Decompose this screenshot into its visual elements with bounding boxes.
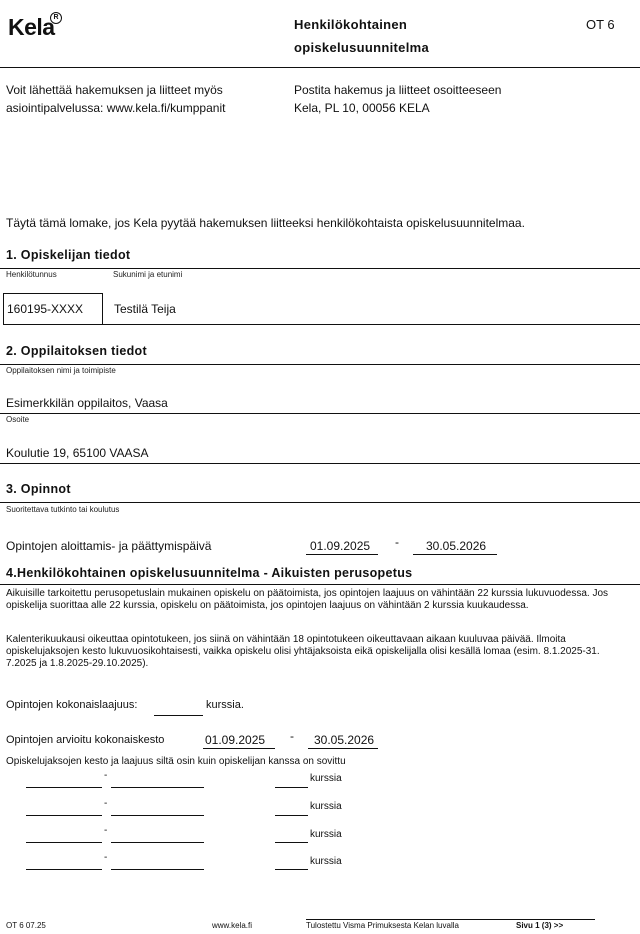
footer-website: www.kela.fi: [212, 921, 253, 930]
degree-label[interactable]: Suoritettava tutkinto tai koulutus: [6, 505, 120, 514]
period-3-end-field[interactable]: [111, 842, 204, 843]
id-label: Henkilötunnus: [6, 270, 57, 279]
total-scope-field[interactable]: [154, 715, 203, 716]
info-left-line2: asiointipalvelussa: www.kela.fi/kumppanit: [6, 101, 226, 115]
footer-form-code: OT 6 07.25: [6, 921, 46, 930]
section2-top-line: [0, 364, 640, 365]
info-right-line1: Postita hakemus ja liitteet osoitteeseen: [294, 83, 502, 97]
period-3-unit: kurssia: [310, 829, 342, 840]
section4-top-line: [0, 584, 640, 585]
id-box-right: [102, 293, 103, 324]
duration-start-underline: [203, 748, 275, 749]
period-2-end-field[interactable]: [111, 815, 204, 816]
period-2-dash: -: [104, 798, 108, 809]
period-4-end-field[interactable]: [111, 869, 204, 870]
intro-text: Täytä tämä lomake, jos Kela pyytää hakemuksen liitteeksi henkilökohtaista opiskelusuunnitelmaa.: [6, 216, 525, 230]
start-date-underline: [306, 554, 378, 555]
period-2-start-field[interactable]: [26, 815, 102, 816]
school-label: Oppilaitoksen nimi ja toimipiste: [6, 366, 116, 375]
end-date-field[interactable]: 30.05.2026: [426, 539, 487, 553]
section4-paragraph1: Aikuisille tarkoitettu perusopetuslain mukainen opiskelu on päätoimista, jos opintojen laajuus on vähintään 22 kurssia lukuvuodessa. Jos opiskelija suorittaa alle 22 kurssia, opiskelu on päätoimista, jos opintojen laajuus on vähintään 2 kurssia kuukaudessa.: [6, 588, 609, 611]
start-date-field[interactable]: 01.09.2025: [310, 539, 371, 553]
form-title-line2: opiskelusuunnitelma: [294, 40, 430, 55]
section2-title: 2. Oppilaitoksen tiedot: [6, 344, 147, 358]
school-line: [0, 413, 640, 414]
footer-line: [306, 919, 595, 920]
section1-title: 1. Opiskelijan tiedot: [6, 248, 131, 262]
id-box-left: [3, 293, 4, 324]
period-3-start-field[interactable]: [26, 842, 102, 843]
section3-top-line: [0, 502, 640, 503]
period-1-end-field[interactable]: [111, 787, 204, 788]
period-4-start-field[interactable]: [26, 869, 102, 870]
id-field[interactable]: 160195-XXXX: [7, 302, 84, 316]
address-line: [0, 463, 640, 464]
info-left-line1: Voit lähettää hakemuksen ja liitteet myös: [6, 83, 223, 97]
duration-start-field[interactable]: 01.09.2025: [205, 733, 266, 747]
total-scope-label: Opintojen kokonaislaajuus:: [6, 699, 138, 711]
period-4-courses-field[interactable]: [275, 869, 308, 870]
section3-title: 3. Opinnot: [6, 482, 71, 496]
header-divider: [0, 67, 640, 68]
section1-bottom-line: [3, 324, 640, 325]
end-date-underline: [413, 554, 497, 555]
duration-label: Opintojen arvioitu kokonaiskesto: [6, 734, 165, 746]
period-3-courses-field[interactable]: [275, 842, 308, 843]
footer-page-number[interactable]: Sivu 1 (3) >>: [516, 921, 564, 930]
footer-printed-note: Tulostettu Visma Primuksesta Kelan luvalla: [306, 921, 459, 930]
period-3-dash: -: [104, 825, 108, 836]
duration-end-field[interactable]: 30.05.2026: [314, 733, 375, 747]
kela-logo-mark-icon: R: [50, 12, 62, 24]
form-title-line1: Henkilökohtainen: [294, 17, 408, 32]
id-box-top: [3, 293, 102, 294]
periods-label: Opiskelujaksojen kesto ja laajuus siltä osin kuin opiskelijan kanssa on sovittu: [6, 756, 346, 767]
name-label: Sukunimi ja etunimi: [113, 270, 183, 279]
kela-logo: Kela: [8, 14, 55, 40]
school-field[interactable]: Esimerkkilän oppilaitos, Vaasa: [6, 396, 168, 410]
duration-end-underline: [308, 748, 378, 749]
period-2-courses-field[interactable]: [275, 815, 308, 816]
period-2-unit: kurssia: [310, 801, 342, 812]
section4-title: 4.Henkilökohtainen opiskelusuunnitelma - Aikuisten perusopetus: [6, 566, 413, 580]
form-code: OT 6: [586, 17, 615, 32]
section1-top-line: [0, 268, 640, 269]
period-1-courses-field[interactable]: [275, 787, 308, 788]
name-field[interactable]: Testilä Teija: [114, 302, 176, 316]
period-4-dash: -: [104, 852, 108, 863]
address-field[interactable]: Koulutie 19, 65100 VAASA: [6, 446, 149, 460]
period-1-start-field[interactable]: [26, 787, 102, 788]
period-1-unit: kurssia: [310, 773, 342, 784]
address-label: Osoite: [6, 415, 30, 424]
period-1-dash: -: [104, 770, 108, 781]
dates-dash: -: [395, 535, 399, 549]
dates-label: Opintojen aloittamis- ja päättymispäivä: [6, 539, 212, 553]
info-right-line2: Kela, PL 10, 00056 KELA: [294, 101, 430, 115]
period-4-unit: kurssia: [310, 856, 342, 867]
duration-dash: -: [290, 729, 294, 743]
section4-paragraph2: Kalenterikuukausi oikeuttaa opintotukeen, jos siinä on vähintään 18 opintotukeen oikeuttavaan aikaan kuuluvaa päivää. Ilmoita opiskelujaksojen kesto lukuvuosikohtaisesti, vaikka opiskelu olisi yhtäjaksoista eikä opiskelijalla olisi kesällä lomaa (esim. 8.1.2025-31. 7.2025 ja 1.8.2025-29.10.2025).: [6, 634, 600, 669]
total-scope-unit: kurssia.: [206, 699, 244, 711]
